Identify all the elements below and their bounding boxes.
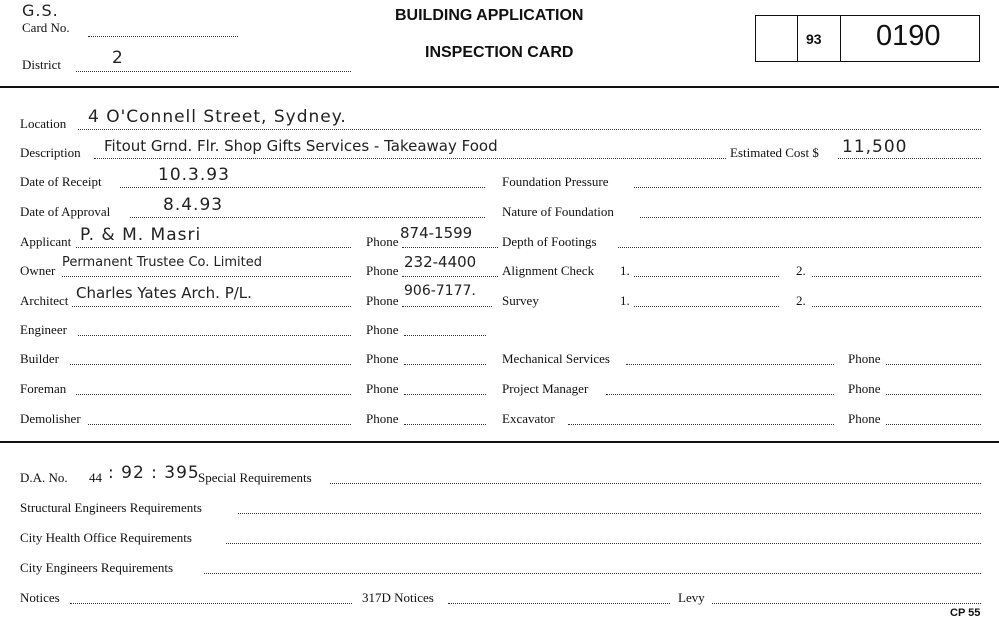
demolisher-line: [88, 424, 351, 425]
architect-label: Architect: [20, 293, 69, 308]
middle-rule: [0, 441, 999, 443]
levy-line: [712, 603, 981, 604]
applicant-phone-line: [402, 247, 498, 248]
applicant-phone-value: 874-1599: [400, 224, 473, 242]
project-manager-line: [606, 394, 834, 395]
owner-phone-value: 232-4400: [404, 253, 477, 271]
date-receipt-label: Date of Receipt: [20, 174, 102, 189]
location-value: 4 O'Connell Street, Sydney.: [88, 107, 347, 127]
date-approval-line: [130, 217, 485, 218]
date-receipt-value: 10.3.93: [158, 165, 230, 185]
demolisher-phone-line: [404, 424, 486, 425]
special-requirements-label: Special Requirements: [198, 470, 312, 485]
builder-line: [70, 364, 351, 365]
applicant-line: [76, 247, 351, 248]
district-label: District: [22, 57, 61, 72]
da-value: : 92 : 395: [108, 463, 200, 483]
owner-phone-label: Phone: [366, 263, 399, 278]
notices-label: Notices: [20, 590, 60, 605]
demolisher-phone-label: Phone: [366, 411, 399, 426]
date-approval-value: 8.4.93: [163, 195, 224, 215]
engineer-phone-label: Phone: [366, 322, 399, 337]
engineers-line: [204, 573, 981, 574]
alignment-n1: 1.: [620, 263, 630, 278]
card-no-label: Card No.: [22, 20, 70, 35]
top-rule: [0, 86, 999, 88]
card-number: 0190: [876, 20, 941, 52]
card-number-box: [755, 15, 980, 62]
da-label: D.A. No.: [20, 470, 68, 485]
engineer-phone-line: [404, 335, 486, 336]
notices-317d-label: 317D Notices: [362, 590, 434, 605]
description-value: Fitout Grnd. Flr. Shop Gifts Services - Takeaway Food: [104, 137, 498, 155]
demolisher-label: Demolisher: [20, 411, 81, 426]
applicant-phone-label: Phone: [366, 234, 399, 249]
architect-phone-line: [402, 306, 492, 307]
nature-foundation-line: [640, 217, 981, 218]
owner-value: Permanent Trustee Co. Limited: [62, 255, 262, 270]
applicant-value: P. & M. Masri: [80, 225, 202, 245]
location-label: Location: [20, 116, 67, 131]
engineers-label: City Engineers Requirements: [20, 560, 174, 575]
depth-footings-line: [618, 247, 981, 248]
foreman-phone-line: [404, 394, 486, 395]
owner-phone-line: [402, 276, 498, 277]
project-manager-phone-label: Phone: [848, 381, 881, 396]
form-code: CP 55: [950, 607, 981, 619]
survey-n2: 2.: [796, 293, 806, 308]
foundation-pressure-label: Foundation Pressure: [502, 174, 609, 189]
location-line: [78, 129, 981, 130]
survey-n1: 1.: [620, 293, 630, 308]
card-no-line: [88, 36, 238, 37]
mechanical-phone-line: [886, 364, 981, 365]
architect-line: [72, 306, 351, 307]
estimated-cost-label: Estimated Cost $: [730, 145, 819, 160]
description-label: Description: [20, 145, 81, 160]
levy-label: Levy: [678, 590, 705, 605]
foreman-line: [76, 394, 351, 395]
excavator-phone-label: Phone: [848, 411, 881, 426]
owner-line: [62, 276, 351, 277]
survey-label: Survey: [502, 293, 539, 308]
mechanical-services-line: [626, 364, 834, 365]
architect-value: Charles Yates Arch. P/L.: [76, 284, 252, 302]
structural-label: Structural Engineers Requirements: [20, 500, 202, 515]
mechanical-phone-label: Phone: [848, 351, 881, 366]
owner-label: Owner: [20, 263, 56, 278]
survey-line1: [634, 306, 779, 307]
da-prefix: 44: [89, 470, 102, 485]
notices-line: [70, 603, 352, 604]
alignment-line1: [634, 276, 779, 277]
notices-317d-line: [448, 603, 670, 604]
architect-phone-value: 906-7177.: [404, 283, 476, 299]
mechanical-services-label: Mechanical Services: [502, 351, 610, 366]
applicant-label: Applicant: [20, 234, 72, 249]
title-line1: BUILDING APPLICATION: [395, 7, 584, 24]
card-year: 93: [806, 31, 822, 47]
excavator-label: Excavator: [502, 411, 555, 426]
date-receipt-line: [120, 187, 485, 188]
estimated-cost-value: 11,500: [842, 137, 908, 157]
card-box-divider2: [840, 15, 841, 62]
excavator-line: [568, 424, 834, 425]
card-box-divider1: [797, 15, 798, 62]
foundation-pressure-line: [634, 187, 981, 188]
engineer-label: Engineer: [20, 322, 67, 337]
date-approval-label: Date of Approval: [20, 204, 111, 219]
foreman-phone-label: Phone: [366, 381, 399, 396]
foreman-label: Foreman: [20, 381, 67, 396]
alignment-check-label: Alignment Check: [502, 263, 595, 278]
description-line: [94, 158, 726, 159]
depth-footings-label: Depth of Footings: [502, 234, 597, 249]
district-line: [76, 71, 351, 72]
district-value: 2: [112, 48, 124, 68]
builder-phone-line: [404, 364, 486, 365]
health-label: City Health Office Requirements: [20, 530, 192, 545]
alignment-line2: [812, 276, 981, 277]
project-manager-label: Project Manager: [502, 381, 589, 396]
alignment-n2: 2.: [796, 263, 806, 278]
survey-line2: [812, 306, 981, 307]
health-line: [226, 543, 981, 544]
builder-label: Builder: [20, 351, 59, 366]
engineer-line: [78, 335, 351, 336]
builder-phone-label: Phone: [366, 351, 399, 366]
estimated-cost-line: [838, 158, 981, 159]
architect-phone-label: Phone: [366, 293, 399, 308]
structural-line: [238, 513, 981, 514]
nature-foundation-label: Nature of Foundation: [502, 204, 614, 219]
title-line2: INSPECTION CARD: [425, 44, 574, 61]
project-manager-phone-line: [886, 394, 981, 395]
card-no-value: G.S.: [22, 1, 59, 20]
excavator-phone-line: [886, 424, 981, 425]
special-requirements-line: [330, 483, 981, 484]
